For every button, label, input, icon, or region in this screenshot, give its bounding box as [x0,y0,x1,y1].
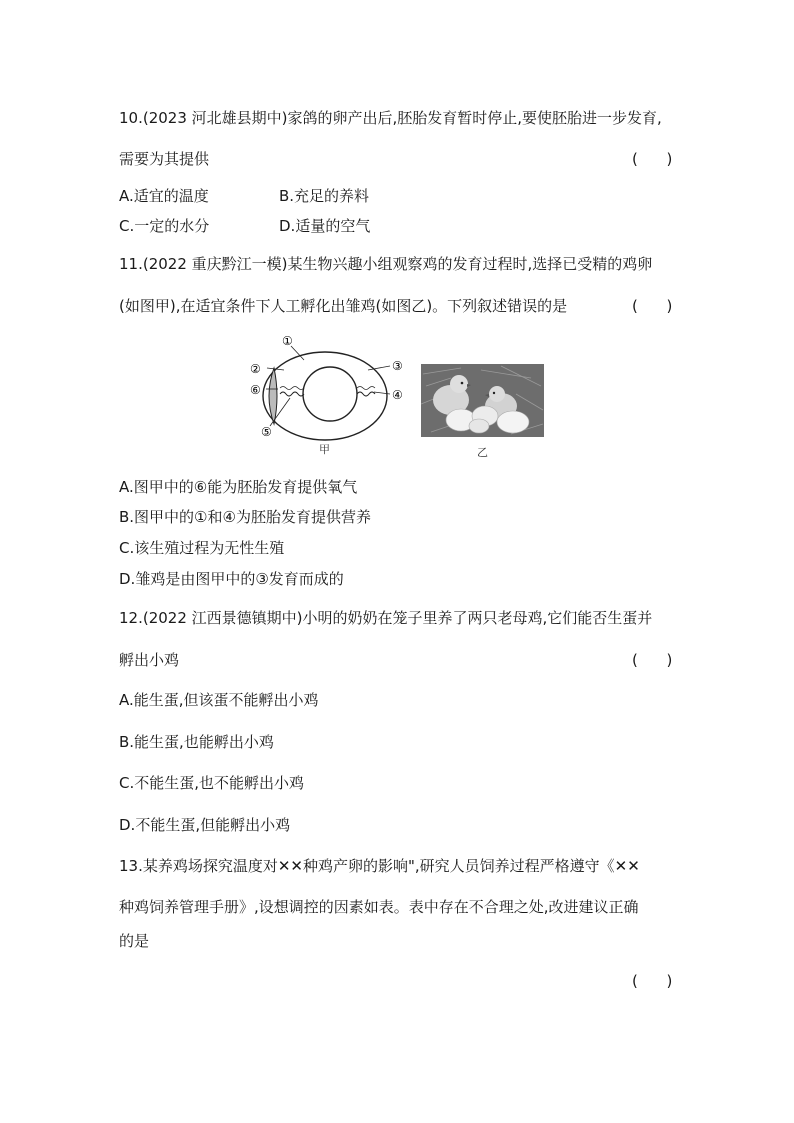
figure-caption-yi: 乙 [477,446,488,459]
chick-photo [421,364,544,437]
q12-answer-paren: ( ) [632,651,673,669]
q11-option-c: C.该生殖过程为无性生殖 [119,539,285,557]
q10-answer-paren: ( ) [632,150,673,168]
egg-label-6: ⑥ [250,383,261,397]
egg-label-1: ① [282,334,293,348]
q10-option-d: D.适量的空气 [279,217,371,235]
egg-label-4: ④ [392,388,403,402]
q13-stem-line1: 13.某养鸡场探究温度对✕✕种鸡产卵的影响",研究人员饲养过程严格遵守《✕✕ [119,857,640,875]
q11-option-d: D.雏鸡是由图甲中的③发育而成的 [119,570,344,588]
q13-stem-line3: 的是 [119,932,150,950]
q11-stem-line2: (如图甲),在适宜条件下人工孵化出雏鸡(如图乙)。下列叙述错误的是 [119,297,568,315]
q10-stem-line2: 需要为其提供 [119,150,210,168]
q11-answer-paren: ( ) [632,297,673,315]
q13-stem-line2: 种鸡饲养管理手册》,设想调控的因素如表。表中存在不合理之处,改进建议正确 [119,898,639,916]
q12-option-d: D.不能生蛋,但能孵出小鸡 [119,816,291,834]
q11-option-a: A.图甲中的⑥能为胚胎发育提供氧气 [119,478,358,496]
q12-stem-line2: 孵出小鸡 [119,651,180,669]
q10-stem-line1: 10.(2023 河北雄县期中)家鸽的卵产出后,胚胎发育暂时停止,要使胚胎进一步发育, [119,109,662,127]
q12-option-b: B.能生蛋,也能孵出小鸡 [119,733,274,751]
q12-stem-line1: 12.(2022 江西景德镇期中)小明的奶奶在笼子里养了两只老母鸡,它们能否生蛋并 [119,609,653,627]
egg-label-5: ⑤ [261,425,272,439]
q12-option-c: C.不能生蛋,也不能孵出小鸡 [119,774,305,792]
q12-option-a: A.能生蛋,但该蛋不能孵出小鸡 [119,691,319,709]
figure-caption-jia: 甲 [319,443,330,456]
q11-option-b: B.图甲中的①和④为胚胎发育提供营养 [119,508,371,526]
q13-answer-paren: ( ) [632,972,673,990]
egg-label-2: ② [250,362,261,376]
q10-option-b: B.充足的养料 [279,187,370,205]
q10-option-c: C.一定的水分 [119,217,210,235]
egg-label-3: ③ [392,359,403,373]
q11-stem-line1: 11.(2022 重庆黔江一模)某生物兴趣小组观察鸡的发育过程时,选择已受精的鸡卵 [119,255,653,273]
egg-structure-diagram [244,328,414,458]
q10-option-a: A.适宜的温度 [119,187,209,205]
